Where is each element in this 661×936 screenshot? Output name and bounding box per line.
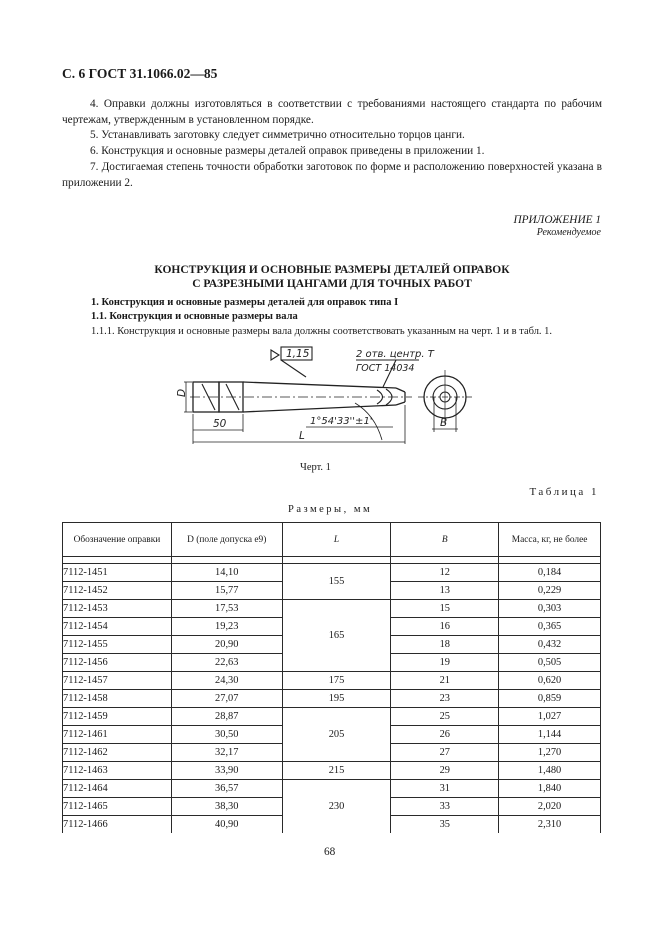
cell-b: 19	[391, 654, 499, 672]
cell-d: 28,87	[171, 708, 282, 726]
cell-designation: 7112-1463	[63, 762, 172, 780]
table-spacer-row	[63, 557, 601, 564]
cell-mass: 1,840	[499, 780, 601, 798]
cell-d: 20,90	[171, 636, 282, 654]
cell-b: 27	[391, 744, 499, 762]
cell-designation: 7112-1455	[63, 636, 172, 654]
table-row	[63, 690, 601, 708]
cell-b: 21	[391, 672, 499, 690]
centers-standard: ГОСТ 14034	[356, 363, 415, 374]
cell-d: 36,57	[171, 780, 282, 798]
cell-b: 18	[391, 636, 499, 654]
dimension-50: 50	[213, 418, 227, 430]
table-row	[63, 780, 601, 798]
header-l: L	[282, 523, 391, 557]
cell-b: 23	[391, 690, 499, 708]
cell-designation: 7112-1461	[63, 726, 172, 744]
centers-note: 2 отв. центр. Т	[356, 349, 434, 360]
cell-b: 15	[391, 600, 499, 618]
cell-designation: 7112-1459	[63, 708, 172, 726]
cell-mass: 1,027	[499, 708, 601, 726]
cell-l: 205	[282, 708, 391, 762]
cell-l: 215	[282, 762, 391, 780]
cell-d: 19,23	[171, 618, 282, 636]
dimension-taper: 1°54'33''±1'	[310, 416, 373, 427]
cell-d: 15,77	[171, 582, 282, 600]
section-title-line-2: С РАЗРЕЗНЫМИ ЦАНГАМИ ДЛЯ ТОЧНЫХ РАБОТ	[192, 278, 472, 290]
cell-mass: 2,020	[499, 798, 601, 816]
cell-mass: 0,303	[499, 600, 601, 618]
dimensions-table	[62, 522, 601, 833]
table-row	[63, 672, 601, 690]
section-title-line-1: КОНСТРУКЦИЯ И ОСНОВНЫЕ РАЗМЕРЫ ДЕТАЛЕЙ ОПРАВОК	[154, 264, 510, 276]
cell-d: 17,53	[171, 600, 282, 618]
cell-d: 24,30	[171, 672, 282, 690]
table-label: Таблица 1	[529, 486, 599, 498]
cell-mass: 1,144	[499, 726, 601, 744]
paragraph-4: 4. Оправки должны изготовляться в соответствии с требованиями настоящего стандарта по рабочим чертежам, утвержденным в установленном порядке.	[62, 98, 602, 126]
cell-mass: 0,229	[499, 582, 601, 600]
cell-mass: 0,859	[499, 690, 601, 708]
cell-mass: 2,310	[499, 816, 601, 834]
cell-l: 165	[282, 600, 391, 672]
cell-d: 14,10	[171, 564, 282, 582]
cell-b: 13	[391, 582, 499, 600]
cell-b: 25	[391, 708, 499, 726]
table-row	[63, 708, 601, 726]
cell-mass: 0,184	[499, 564, 601, 582]
cell-designation: 7112-1452	[63, 582, 172, 600]
cell-d: 22,63	[171, 654, 282, 672]
header-d: D (поле допуска e9)	[171, 523, 282, 557]
page-number: 68	[324, 846, 336, 858]
cell-designation: 7112-1456	[63, 654, 172, 672]
dimension-l: L	[299, 430, 305, 442]
cell-mass: 0,432	[499, 636, 601, 654]
cell-designation: 7112-1464	[63, 780, 172, 798]
cell-designation: 7112-1462	[63, 744, 172, 762]
cell-designation: 7112-1466	[63, 816, 172, 834]
cell-b: 12	[391, 564, 499, 582]
header-mass: Масса, кг, не более	[499, 523, 601, 557]
subsection-1: 1. Конструкция и основные размеры деталей для оправок типа I	[91, 297, 399, 308]
sizes-label: Размеры, мм	[288, 504, 373, 515]
cell-d: 33,90	[171, 762, 282, 780]
cell-mass: 1,480	[499, 762, 601, 780]
cell-designation: 7112-1458	[63, 690, 172, 708]
paragraph-7: 7. Достигаемая степень точности обработки заготовок по форме и расположению поверхностей указана в приложении 2.	[62, 161, 602, 189]
appendix-note: Рекомендуемое	[536, 227, 601, 238]
tolerance-value: 1,15	[286, 348, 310, 360]
appendix-title: ПРИЛОЖЕНИЕ 1	[513, 214, 601, 226]
header-b: B	[391, 523, 499, 557]
header-designation: Обозначение оправки	[63, 523, 172, 557]
cell-b: 31	[391, 780, 499, 798]
page-header: С. 6 ГОСТ 31.1066.02—85	[62, 66, 218, 81]
cell-b: 29	[391, 762, 499, 780]
table-header-row	[63, 523, 601, 557]
cell-l: 155	[282, 564, 391, 600]
figure-caption: Черт. 1	[300, 462, 331, 473]
cell-d: 27,07	[171, 690, 282, 708]
cell-b: 33	[391, 798, 499, 816]
cell-b: 26	[391, 726, 499, 744]
cell-designation: 7112-1457	[63, 672, 172, 690]
cell-b: 35	[391, 816, 499, 834]
dimension-b: B	[440, 417, 448, 429]
paragraph-5: 5. Устанавливать заготовку следует симметрично относительно торцов цанги.	[90, 129, 465, 141]
subsection-1-1: 1.1. Конструкция и основные размеры вала	[91, 311, 298, 322]
cell-designation: 7112-1465	[63, 798, 172, 816]
cell-designation: 7112-1453	[63, 600, 172, 618]
cell-d: 38,30	[171, 798, 282, 816]
clause-1-1-1: 1.1.1. Конструкция и основные размеры вала должны соответствовать указанным на черт. 1 и в табл. 1.	[91, 326, 553, 337]
table-row	[63, 600, 601, 618]
table-row	[63, 762, 601, 780]
table-row	[63, 564, 601, 582]
cell-l: 175	[282, 672, 391, 690]
cell-designation: 7112-1451	[63, 564, 172, 582]
cell-mass: 0,620	[499, 672, 601, 690]
cell-mass: 0,505	[499, 654, 601, 672]
cell-d: 40,90	[171, 816, 282, 834]
dimension-d: D	[176, 388, 188, 397]
paragraph-6: 6. Конструкция и основные размеры деталей оправок приведены в приложении 1.	[90, 145, 485, 157]
cell-b: 16	[391, 618, 499, 636]
cell-d: 30,50	[171, 726, 282, 744]
cell-mass: 1,270	[499, 744, 601, 762]
cell-d: 32,17	[171, 744, 282, 762]
cell-mass: 0,365	[499, 618, 601, 636]
cell-l: 195	[282, 690, 391, 708]
cell-l: 230	[282, 780, 391, 834]
cell-designation: 7112-1454	[63, 618, 172, 636]
tolerance-triangle	[271, 350, 279, 360]
